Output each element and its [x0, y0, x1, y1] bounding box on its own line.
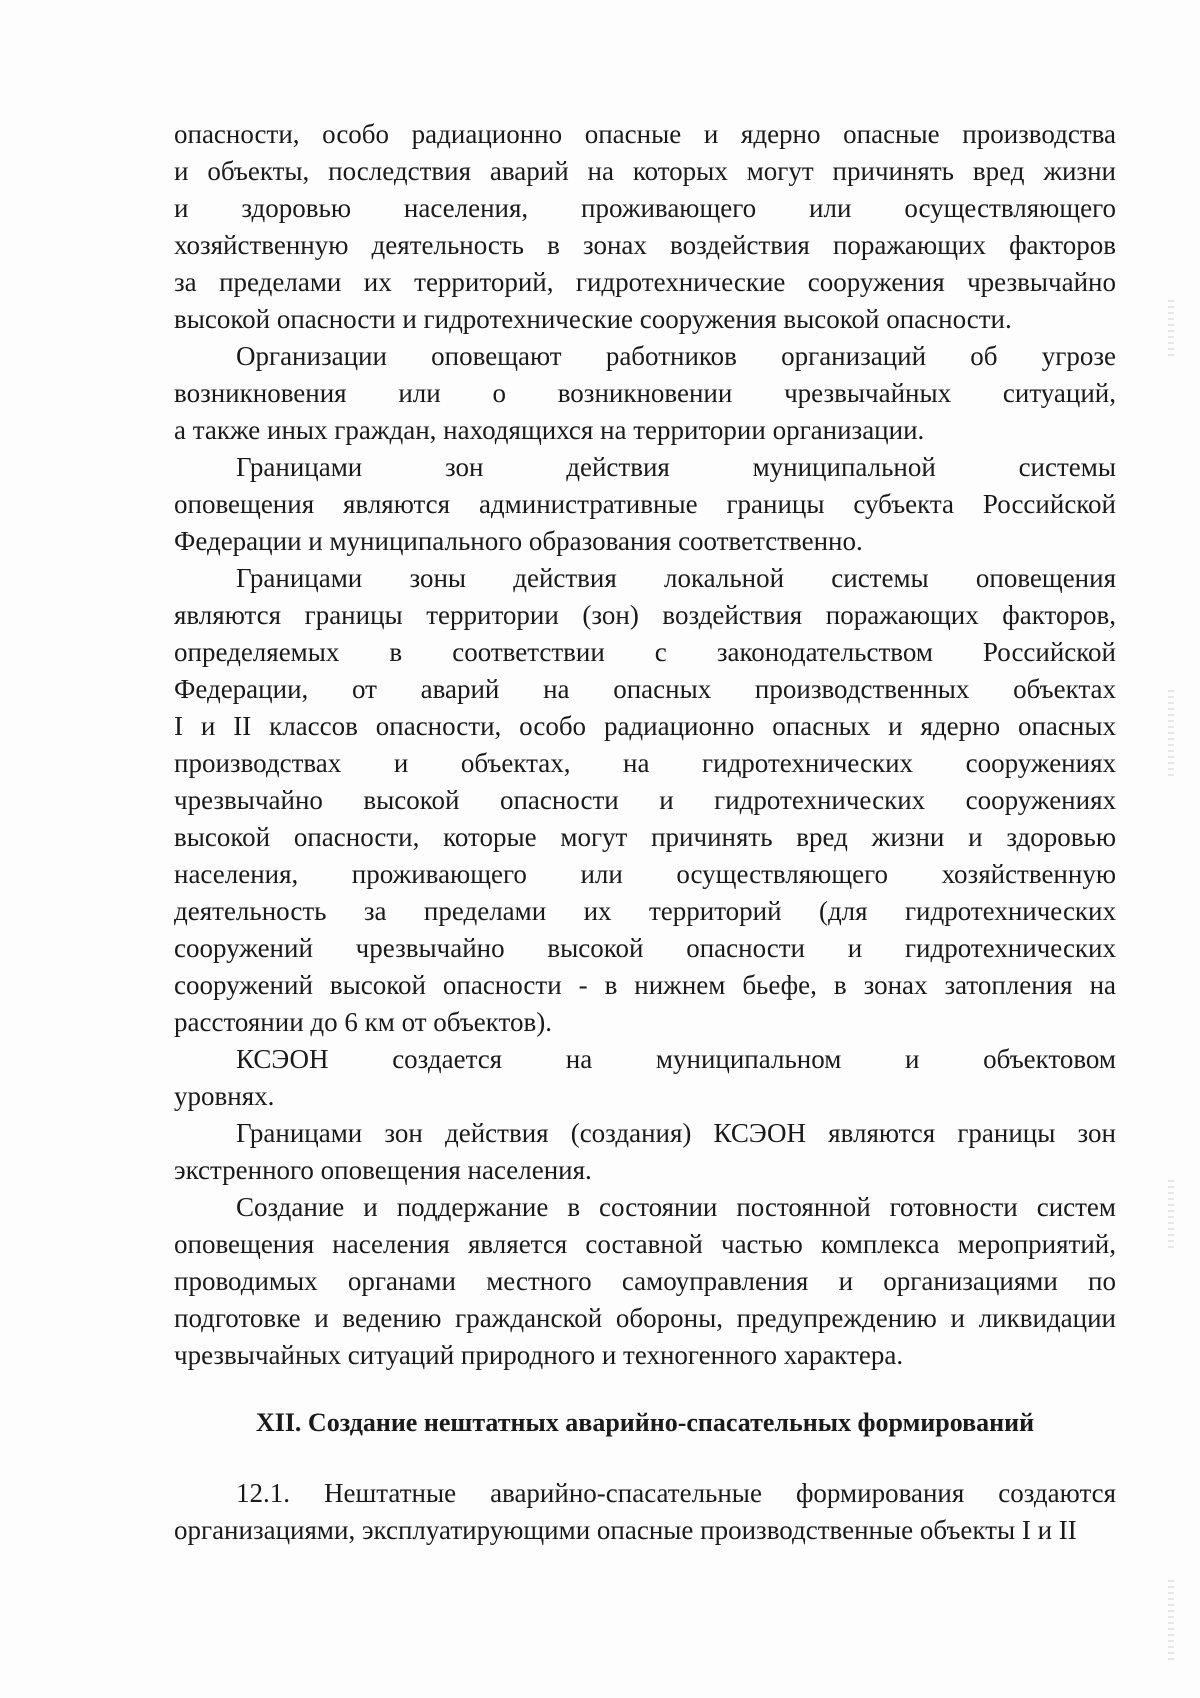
paragraph: [174, 1115, 1116, 1189]
text-line: высокой опасности, которые могут причинять вред жизни и здоровью: [174, 822, 1116, 852]
paragraph: [174, 449, 1116, 560]
text-line: и объекты, последствия аварий на которых могут причинять вред жизни: [174, 156, 1116, 186]
text-line: являются границы территории (зон) воздействия поражающих факторов,: [174, 600, 1116, 630]
text-line: населения, проживающего или осуществляющего хозяйственную: [174, 859, 1116, 889]
text-line: сооружений высокой опасности - в нижнем бьефе, в зонах затопления на: [174, 970, 1116, 1000]
text-line: чрезвычайных ситуаций природного и техногенного характера.: [174, 1340, 904, 1370]
text-line: а также иных граждан, находящихся на территории организации.: [174, 415, 925, 445]
scan-artifact: [1168, 1580, 1174, 1660]
text-line: уровнях.: [174, 1081, 275, 1111]
text-line: Организации оповещают работников организаций об угрозе: [236, 341, 1116, 371]
text-line: Федерации, от аварий на опасных производственных объектах: [174, 674, 1116, 704]
text-line: и здоровью населения, проживающего или осуществляющего: [174, 193, 1116, 223]
scan-artifact: [1168, 1180, 1174, 1250]
text-line: возникновения или о возникновении чрезвычайных ситуаций,: [174, 378, 1116, 408]
paragraph: [174, 560, 1116, 1041]
text-line: оповещения являются административные границы субъекта Российской: [174, 489, 1116, 519]
text-line: Границами зон действия (создания) КСЭОН являются границы зон: [236, 1118, 1116, 1148]
text-line: опасности, особо радиационно опасные и ядерно опасные производства: [174, 119, 1116, 149]
paragraphs-after-heading: [174, 1475, 1116, 1549]
text-line: чрезвычайно высокой опасности и гидротехнических сооружениях: [174, 785, 1116, 815]
text-line: хозяйственную деятельность в зонах воздействия поражающих факторов: [174, 230, 1116, 260]
scan-artifact: [1168, 300, 1174, 360]
text-line: Границами зон действия муниципальной системы: [236, 452, 1116, 482]
text-line: организациями, эксплуатирующими опасные производственные объекты I и II: [174, 1515, 1077, 1545]
scan-artifact: [1168, 690, 1174, 780]
text-line: экстренного оповещения населения.: [174, 1155, 592, 1185]
text-line: Границами зоны действия локальной системы оповещения: [236, 563, 1116, 593]
text-line: 12.1. Нештатные аварийно-спасательные формирования создаются: [236, 1478, 1116, 1508]
paragraph: [174, 338, 1116, 449]
paragraph: [174, 116, 1116, 338]
text-line: расстоянии до 6 км от объектов).: [174, 1007, 552, 1037]
document-body: [174, 116, 1116, 1549]
text-line: определяемых в соответствии с законодательством Российской: [174, 637, 1116, 667]
text-line: оповещения населения является составной частью комплекса мероприятий,: [174, 1229, 1116, 1259]
text-line: Создание и поддержание в состоянии постоянной готовности систем: [236, 1192, 1116, 1222]
paragraph: [174, 1041, 1116, 1115]
text-line: КСЭОН создается на муниципальном и объектовом: [236, 1044, 1116, 1074]
text-line: Федерации и муниципального образования соответственно.: [174, 526, 863, 556]
paragraph: [174, 1189, 1116, 1374]
text-line: сооружений чрезвычайно высокой опасности и гидротехнических: [174, 933, 1116, 963]
section-heading: XII. Создание нештатных аварийно-спасательных формирований: [255, 1408, 1035, 1437]
text-line: I и II классов опасности, особо радиационно опасных и ядерно опасных: [174, 711, 1116, 741]
text-line: за пределами их территорий, гидротехнические сооружения чрезвычайно: [174, 267, 1116, 297]
paragraph: [174, 1475, 1116, 1549]
text-line: подготовке и ведению гражданской обороны, предупреждению и ликвидации: [174, 1303, 1116, 1333]
text-line: высокой опасности и гидротехнические сооружения высокой опасности.: [174, 304, 1012, 334]
text-line: проводимых органами местного самоуправления и организациями по: [174, 1266, 1116, 1296]
paragraphs-before-heading: [174, 116, 1116, 1374]
text-line: производствах и объектах, на гидротехнических сооружениях: [174, 748, 1116, 778]
text-line: деятельность за пределами их территорий (для гидротехнических: [174, 896, 1116, 926]
